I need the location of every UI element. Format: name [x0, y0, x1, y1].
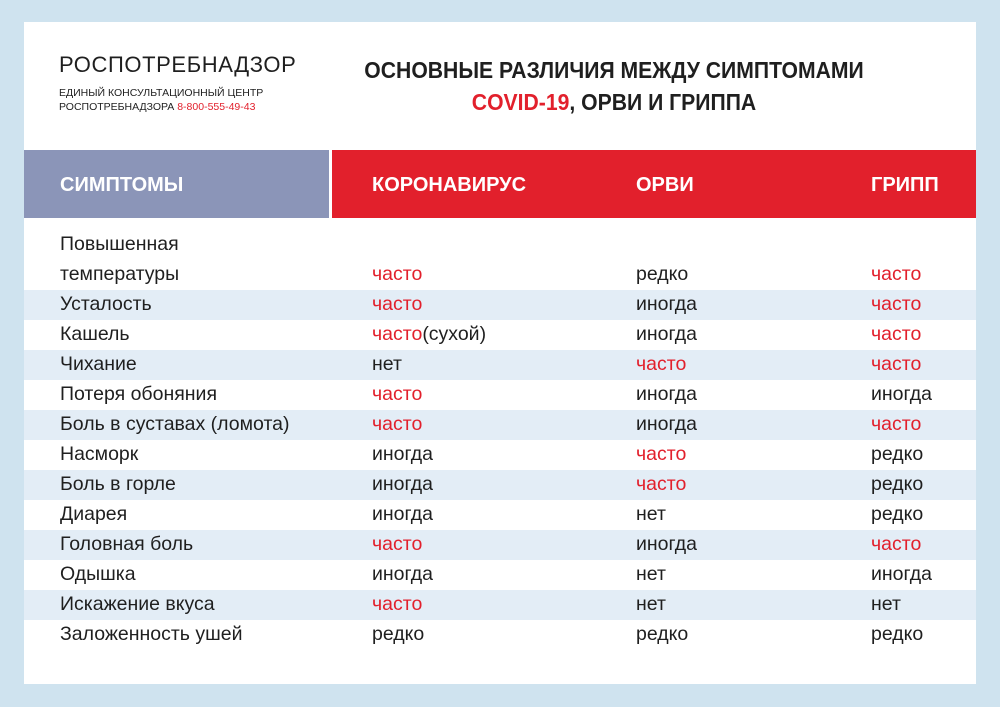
covid-cell [372, 382, 422, 406]
covid-cell-value: иногда [372, 473, 433, 495]
symptom-cell: Диарея [60, 503, 128, 525]
covid-cell [372, 502, 433, 526]
org-sub-line1: ЕДИНЫЙ КОНСУЛЬТАЦИОННЫЙ ЦЕНТР [59, 87, 264, 99]
covid-cell-value: часто [372, 383, 423, 405]
flu-cell [871, 412, 921, 436]
hotline-phone: 8-800-555-49-43 [177, 101, 256, 113]
orvi-cell [636, 472, 686, 496]
flu-cell-value: нет [871, 593, 901, 615]
symptom-cell [60, 229, 179, 289]
orvi-cell-value: иногда [636, 293, 697, 315]
flu-cell [871, 472, 923, 496]
orvi-cell-value: часто [636, 353, 687, 375]
flu-cell-value: часто [871, 413, 922, 435]
orvi-cell [636, 412, 697, 436]
orvi-cell [636, 622, 688, 646]
table-row [24, 320, 976, 350]
flu-cell-value: редко [871, 623, 924, 645]
covid-cell [372, 472, 433, 496]
flu-cell [871, 502, 923, 526]
orvi-cell-value: иногда [636, 413, 697, 435]
covid-cell-value: иногда [372, 503, 433, 525]
flu-cell [871, 262, 921, 286]
header-symptoms-cell [24, 150, 332, 218]
covid-cell-value: иногда [372, 443, 433, 465]
flu-cell [871, 322, 921, 346]
symptom-line2: температуры [60, 263, 180, 285]
title-covid: COVID-19 [471, 89, 570, 115]
flu-cell-value: часто [871, 533, 922, 555]
flu-cell-value: редко [871, 503, 924, 525]
orvi-cell [636, 382, 697, 406]
flu-cell-value: часто [871, 353, 922, 375]
symptom-cell: Насморк [60, 443, 139, 465]
flu-cell [871, 532, 921, 556]
flu-cell-value: часто [871, 263, 922, 285]
poster-title [347, 54, 881, 118]
orvi-cell-value: иногда [636, 383, 697, 405]
table-body [24, 230, 976, 650]
flu-cell-value: часто [871, 293, 922, 315]
flu-cell-value: часто [871, 323, 922, 345]
symptom-cell: Головная боль [60, 533, 194, 555]
symptom-cell: Кашель [60, 323, 130, 345]
table-row [24, 350, 976, 380]
flu-cell-value: редко [871, 443, 924, 465]
covid-cell [372, 292, 422, 316]
covid-cell [372, 562, 433, 586]
symptom-cell: Заложенность ушей [60, 623, 243, 645]
orvi-cell [636, 442, 686, 466]
orvi-cell [636, 592, 666, 616]
table-row [24, 290, 976, 320]
org-sub-line2-text: РОСПОТРЕБНАДЗОРА [59, 101, 175, 113]
poster-sheet [24, 22, 976, 684]
covid-cell [372, 622, 424, 646]
table-row [24, 470, 976, 500]
org-name: РОСПОТРЕБНАДЗОР [59, 52, 297, 77]
symptom-cell: Боль в суставах (ломота) [60, 413, 290, 435]
orvi-cell [636, 292, 697, 316]
covid-cell-value: нет [372, 353, 402, 375]
covid-cell [372, 442, 433, 466]
covid-cell [372, 262, 422, 286]
orvi-cell-value: нет [636, 503, 666, 525]
table-row [24, 500, 976, 530]
orvi-cell [636, 532, 697, 556]
orvi-cell-value: нет [636, 593, 666, 615]
table-row [24, 620, 976, 650]
symptom-cell: Искажение вкуса [60, 593, 215, 615]
orvi-cell [636, 352, 686, 376]
covid-cell [372, 322, 486, 346]
flu-cell-value: иногда [871, 383, 932, 405]
covid-cell-value: часто [372, 533, 423, 555]
covid-cell [372, 532, 422, 556]
symptom-cell: Боль в горле [60, 473, 176, 495]
flu-cell [871, 442, 923, 466]
covid-cell-value: часто [372, 323, 423, 345]
symptom-cell: Чихание [60, 353, 137, 375]
orvi-cell-value: нет [636, 563, 666, 585]
flu-cell [871, 292, 921, 316]
covid-note: (сухой) [422, 323, 487, 345]
orvi-cell [636, 502, 666, 526]
orvi-cell [636, 262, 688, 286]
flu-cell [871, 562, 932, 586]
title-line2 [347, 86, 881, 118]
orvi-cell-value: часто [636, 443, 687, 465]
covid-cell [372, 592, 422, 616]
flu-cell [871, 622, 923, 646]
header-diseases-band [332, 150, 976, 218]
covid-cell-value: часто [372, 293, 423, 315]
org-sub-line2 [59, 100, 296, 114]
orvi-cell-value: редко [636, 623, 689, 645]
orvi-cell-value: часто [636, 473, 687, 495]
symptom-cell: Потеря обоняния [60, 383, 217, 405]
title-line1: ОСНОВНЫЕ РАЗЛИЧИЯ МЕЖДУ СИМПТОМАМИ [364, 57, 864, 83]
column-header-covid: КОРОНАВИРУС [372, 174, 527, 196]
flu-cell [871, 382, 932, 406]
flu-cell [871, 352, 921, 376]
column-header-symptoms: СИМПТОМЫ [60, 174, 184, 196]
org-block [59, 52, 296, 114]
orvi-cell-value: иногда [636, 323, 697, 345]
symptom-cell: Усталость [60, 293, 152, 315]
flu-cell-value: иногда [871, 563, 932, 585]
table-row [24, 410, 976, 440]
column-header-flu: ГРИПП [871, 174, 939, 196]
symptom-cell: Одышка [60, 563, 136, 585]
org-subtitle [59, 86, 296, 114]
covid-cell-value: иногда [372, 563, 433, 585]
covid-cell [372, 352, 402, 376]
table-row [24, 530, 976, 560]
table-row [24, 440, 976, 470]
flu-cell-value: редко [871, 473, 924, 495]
flu-cell [871, 592, 901, 616]
table-row [24, 560, 976, 590]
orvi-cell-value: редко [636, 263, 689, 285]
column-header-orvi: ОРВИ [636, 174, 694, 196]
covid-cell-value: часто [372, 263, 423, 285]
orvi-cell [636, 562, 666, 586]
table-header [24, 150, 976, 218]
table-row [24, 590, 976, 620]
covid-cell [372, 412, 422, 436]
orvi-cell [636, 322, 697, 346]
symptom-line1: Повышенная [60, 233, 179, 255]
covid-cell-value: часто [372, 413, 423, 435]
orvi-cell-value: иногда [636, 533, 697, 555]
covid-cell-value: редко [372, 623, 425, 645]
covid-cell-value: часто [372, 593, 423, 615]
title-line2-rest: , ОРВИ И ГРИППА [569, 89, 757, 115]
table-row [24, 380, 976, 410]
table-row [24, 230, 976, 290]
